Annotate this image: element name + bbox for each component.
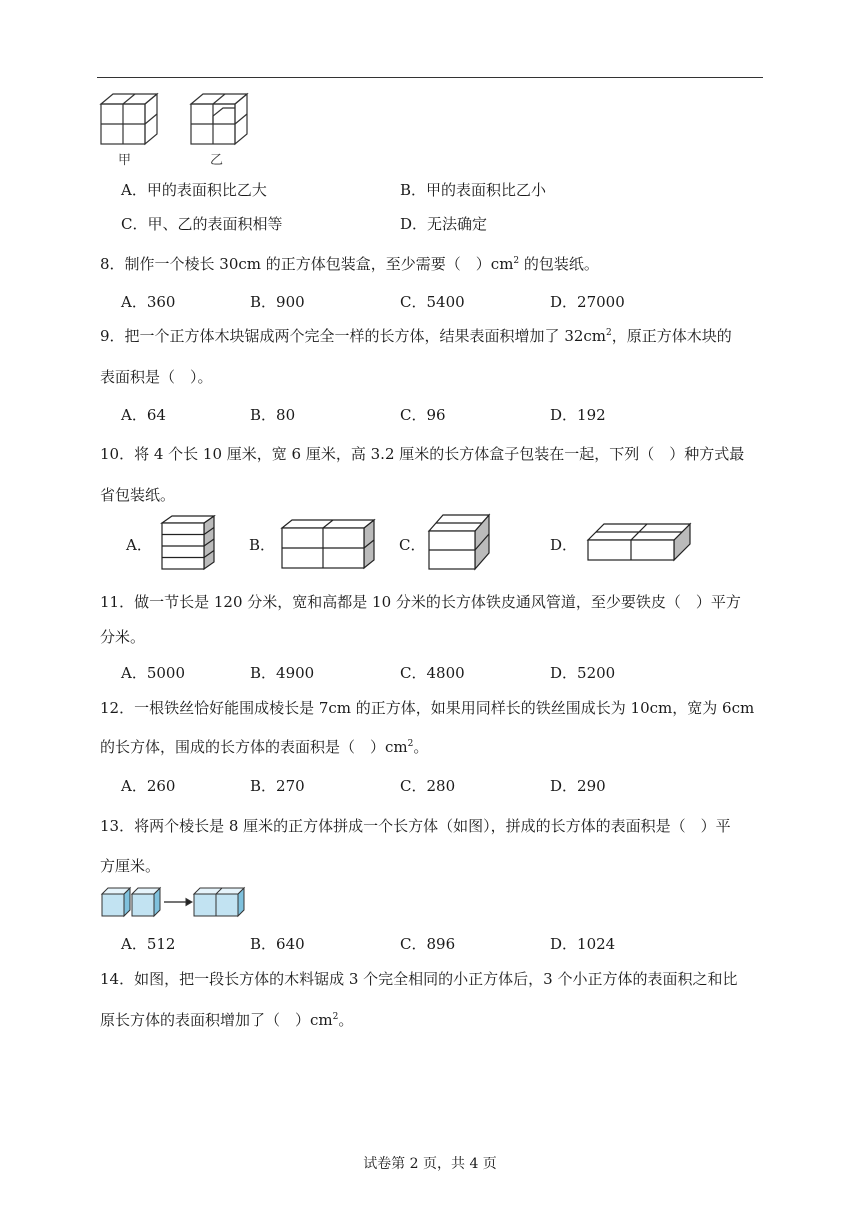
q9-stem-line1: 9．把一个正方体木块锯成两个完全一样的长方体，结果表面积增加了 $32cm^2$，原正方体木块的 [100, 327, 732, 345]
q7-option-b[interactable]: B．甲的表面积比乙小 [400, 181, 547, 199]
q9-stem-line2: 表面积是（ ）。 [100, 368, 213, 386]
q12-option-a[interactable]: A．260 [121, 777, 176, 795]
q11-stem-line1: 11．做一节长是 120 分米，宽和高都是 10 分米的长方体铁皮通风管道，至少要铁皮（ ）平方 [100, 593, 741, 611]
q11-option-a[interactable]: A．5000 [121, 664, 186, 682]
q10-option-b-label[interactable]: B． [249, 536, 276, 554]
page-footer: 试卷第 2 页，共 4 页 [363, 1156, 497, 1172]
q12-option-c[interactable]: C．280 [400, 777, 456, 795]
q8-option-c[interactable]: C．5400 [400, 293, 465, 311]
q10-option-b-figure [280, 518, 378, 572]
q7-figure-b [190, 93, 252, 147]
q8-stem: 8．制作一个棱长 30cm 的正方体包装盒，至少需要（ ）$cm^2$ 的包装纸。 [100, 255, 599, 273]
q13-option-c[interactable]: C．896 [400, 935, 456, 953]
q10-stem-line1: 10．将 4 个长 10 厘米，宽 6 厘米，高 3.2 厘米的长方体盒子包装在一起，下列（ ）种方式最 [100, 445, 745, 463]
q11-stem-line2: 分米。 [100, 628, 146, 646]
q8-option-d[interactable]: D．27000 [550, 293, 625, 311]
q13-option-d[interactable]: D．1024 [550, 935, 616, 953]
q12-option-b[interactable]: B．270 [250, 777, 305, 795]
q12-stem-line1: 12．一根铁丝恰好能围成棱长是 7cm 的正方体，如果用同样长的铁丝围成长为 10cm，宽为 6cm [100, 699, 755, 717]
q10-option-d-figure [586, 520, 696, 564]
q14-stem-line1: 14．如图，把一段长方体的木料锯成 3 个完全相同的小正方体后，3 个小正方体的表面积之和比 [100, 970, 738, 988]
q7-option-a[interactable]: A．甲的表面积比乙大 [121, 181, 267, 199]
q12-option-d[interactable]: D．290 [550, 777, 606, 795]
q13-option-a[interactable]: A．512 [121, 935, 176, 953]
q13-option-b[interactable]: B．640 [250, 935, 305, 953]
q13-figure [100, 886, 246, 918]
q13-stem-line2: 方厘米。 [100, 857, 161, 875]
q14-stem-line2: 原长方体的表面积增加了（ ）$cm^2$。 [100, 1011, 354, 1029]
q9-option-d[interactable]: D．192 [550, 406, 606, 424]
q11-option-b[interactable]: B．4900 [250, 664, 315, 682]
header-rule [97, 77, 763, 78]
q9-option-b[interactable]: B．80 [250, 406, 296, 424]
q9-option-a[interactable]: A．64 [121, 406, 166, 424]
q11-option-d[interactable]: D．5200 [550, 664, 616, 682]
q9-option-c[interactable]: C．96 [400, 406, 446, 424]
q11-option-c[interactable]: C．4800 [400, 664, 465, 682]
q8-option-a[interactable]: A．360 [121, 293, 176, 311]
q7-figure-b-label: 乙 [210, 153, 224, 168]
q7-figure-a-label: 甲 [118, 153, 132, 168]
q7-figure-a [100, 93, 162, 147]
q10-option-c-figure [427, 513, 493, 573]
q10-option-a-figure [160, 515, 216, 573]
q8-option-b[interactable]: B．900 [250, 293, 305, 311]
q12-stem-line2: 的长方体，围成的长方体的表面积是（ ）$cm^2$。 [100, 738, 429, 756]
q13-stem-line1: 13．将两个棱长是 8 厘米的正方体拼成一个长方体（如图），拼成的长方体的表面积是（ ）平 [100, 817, 731, 835]
q10-option-d-label[interactable]: D． [550, 536, 578, 554]
q7-option-d[interactable]: D．无法确定 [400, 215, 488, 233]
q7-option-c[interactable]: C．甲、乙的表面积相等 [121, 215, 283, 233]
q10-stem-line2: 省包装纸。 [100, 486, 176, 504]
q10-option-c-label[interactable]: C． [399, 536, 426, 554]
q10-option-a-label[interactable]: A． [126, 536, 152, 554]
